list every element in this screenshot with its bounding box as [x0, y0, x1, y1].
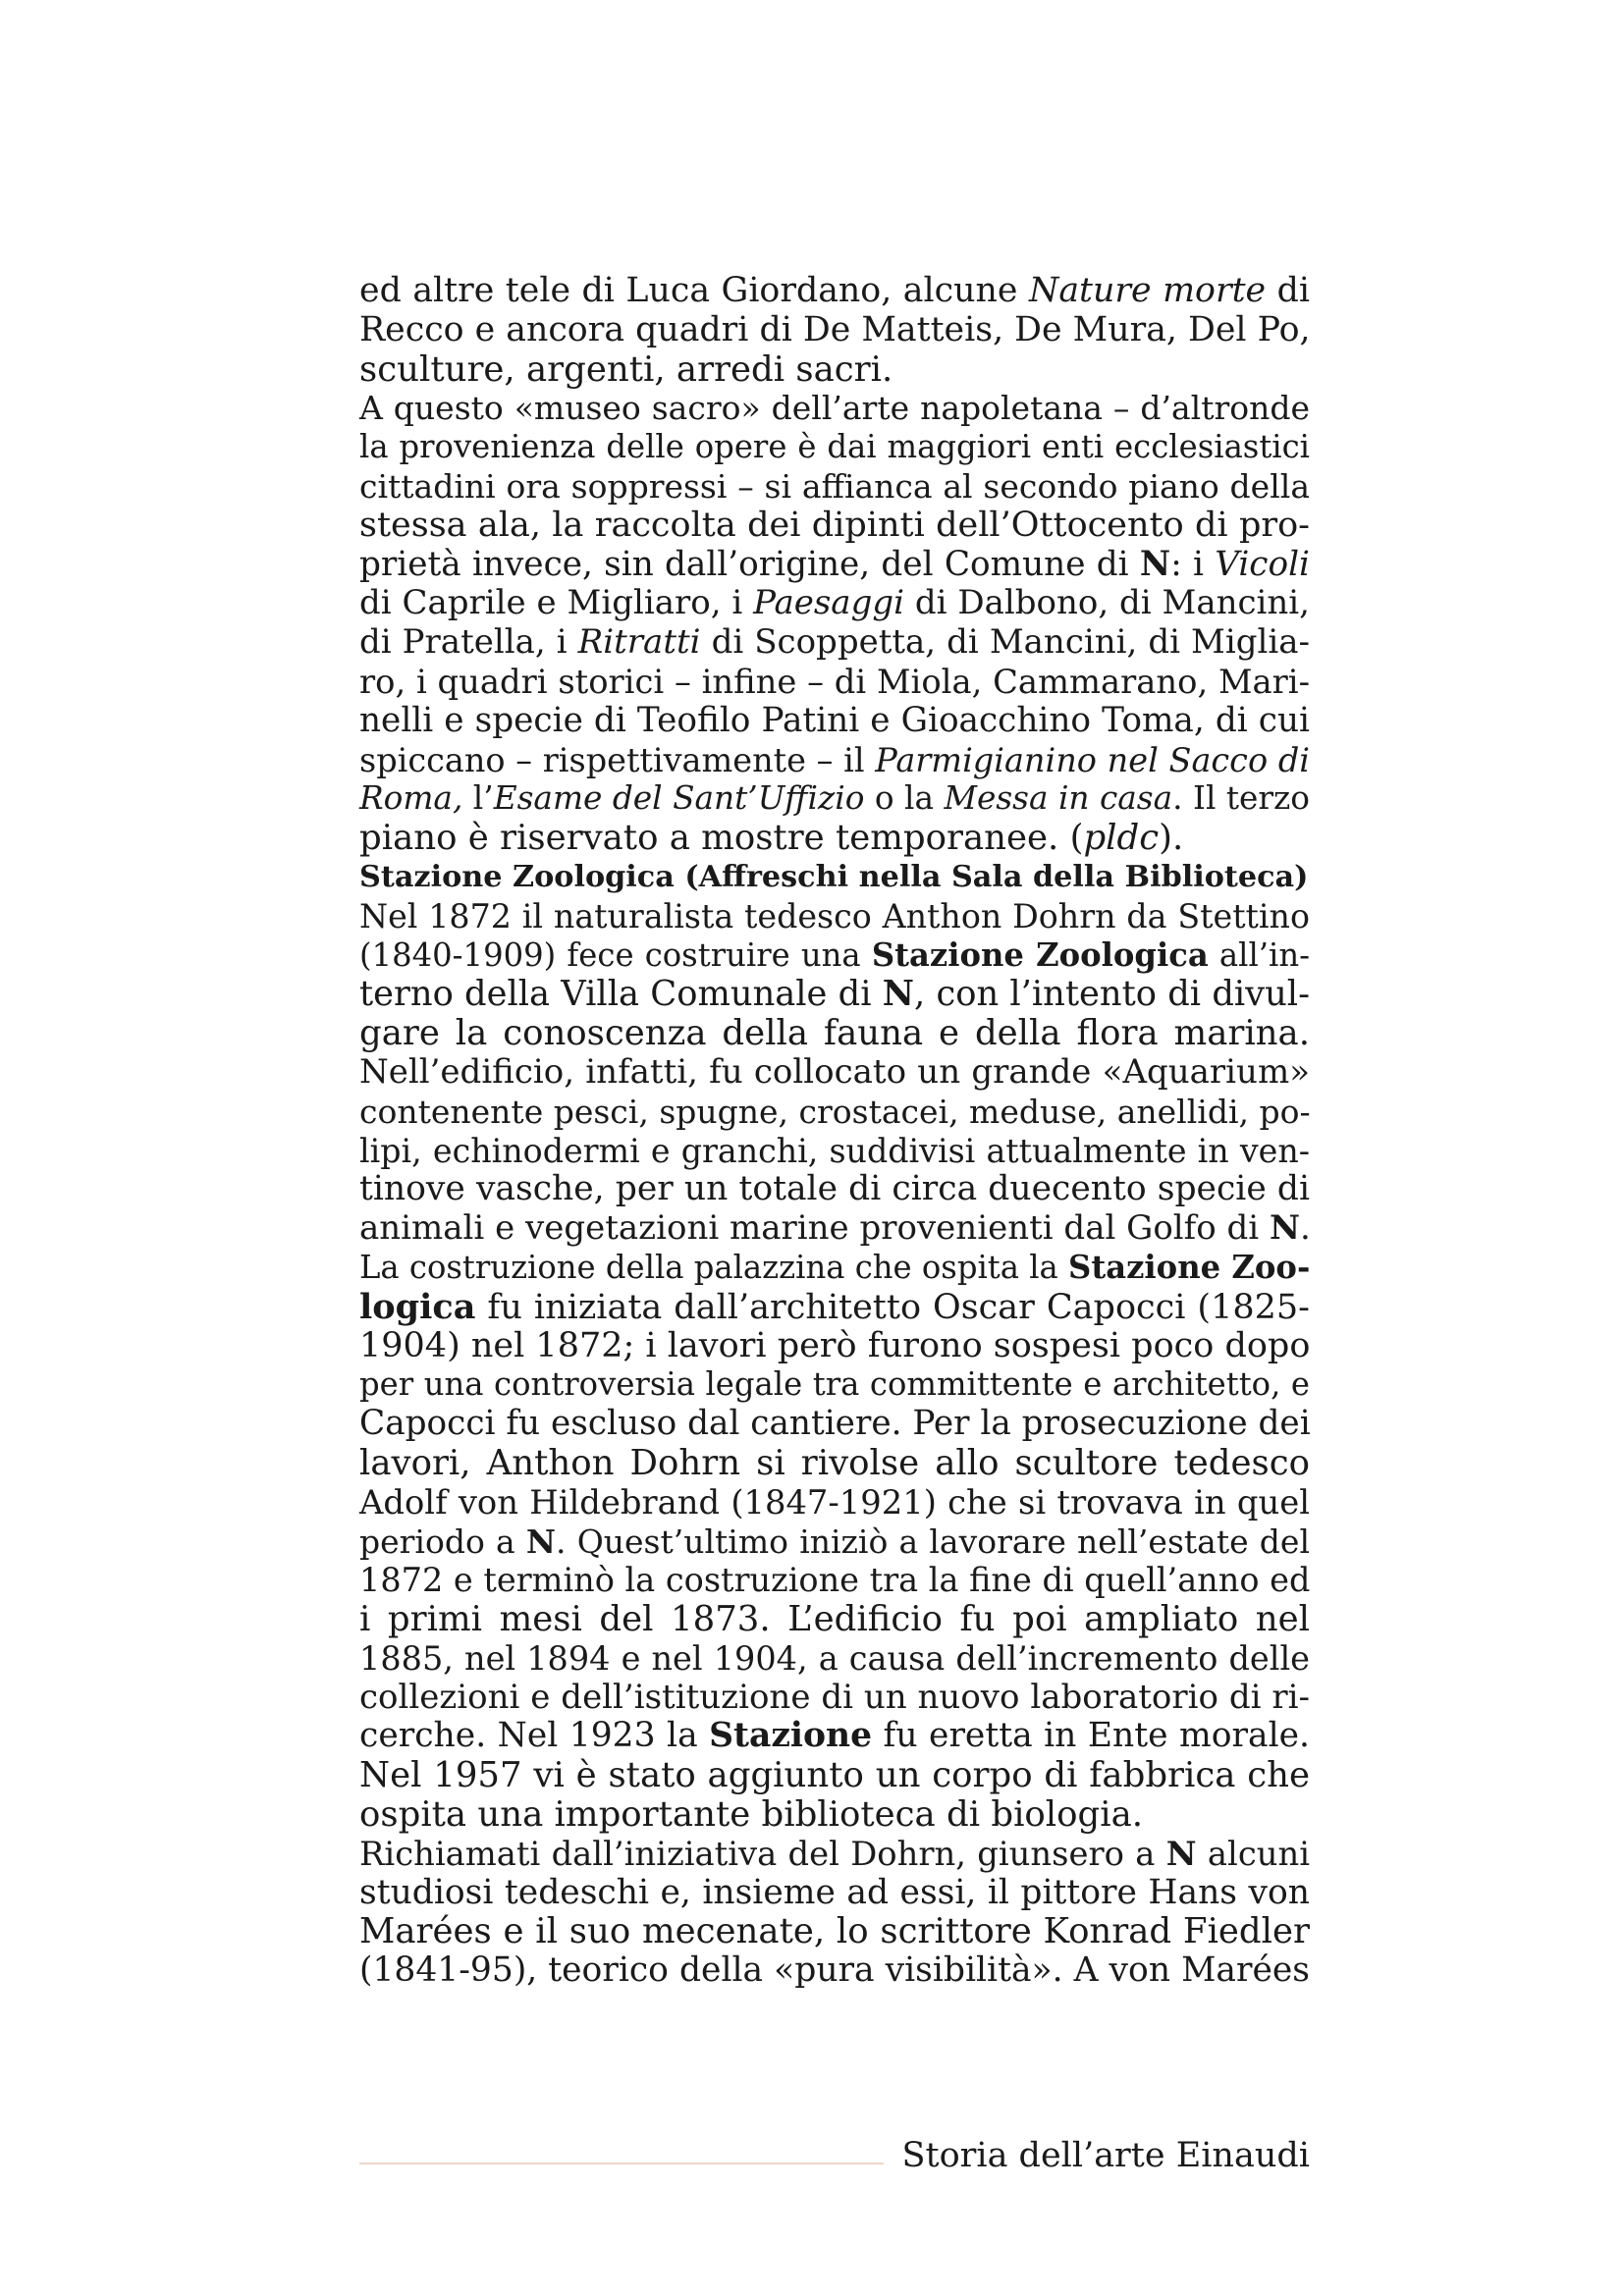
text-run: Richiamati dall’iniziativa del Dohrn, giunsero a	[359, 1834, 1166, 1873]
italic-text: Roma,	[359, 779, 463, 818]
text-run: Nel 1957 vi è stato aggiunto un corpo di fabbrica che	[359, 1755, 1310, 1796]
text-line	[359, 584, 1310, 623]
text-run: di Pratella, i	[359, 622, 578, 663]
text-run: Nell’edificio, infatti, fu collocato un grande «Aquarium»	[359, 1051, 1310, 1092]
text-line	[359, 1600, 1310, 1639]
text-run: La costruzione della palazzina che ospita la	[359, 1248, 1069, 1286]
text-line	[359, 1912, 1310, 1951]
text-run: cittadini ora soppressi – si affianca al secondo piano della	[359, 466, 1310, 506]
bold-text: logica	[359, 1286, 476, 1327]
text-run: ed altre tele di Luca Giordano, alcune	[359, 271, 1029, 310]
text-line	[359, 1679, 1310, 1718]
text-line	[359, 1053, 1310, 1093]
text-line	[359, 389, 1310, 428]
text-run: . Quest’ultimo iniziò a lavorare nell’estate del	[556, 1522, 1310, 1561]
text-run: per una controversia legale tra committente e architetto, e	[359, 1365, 1310, 1404]
italic-text: Vicoli	[1215, 544, 1310, 584]
text-line	[359, 779, 1310, 819]
text-run: lavori, Anthon Dohrn si rivolse allo scultore tedesco	[359, 1442, 1310, 1483]
text-run: collezioni e dell’istituzione di un nuovo laboratorio di ri-	[359, 1677, 1310, 1717]
text-line	[359, 975, 1310, 1014]
text-run: terno della Villa Comunale di	[359, 974, 883, 1015]
text-run: spiccano – rispettivamente – il	[359, 740, 876, 779]
italic-text: Parmigianino nel Sacco di	[875, 740, 1310, 779]
italic-text: pldc	[1083, 818, 1160, 859]
text-run: cerche. Nel 1923 la	[359, 1716, 710, 1756]
text-run: : i	[1170, 544, 1216, 584]
text-line	[359, 936, 1310, 976]
text-line	[359, 702, 1310, 741]
text-run: tinove vasche, per un totale di circa duecento specie di	[359, 1169, 1310, 1209]
text-run: di Caprile e Migliaro, i	[359, 583, 754, 623]
text-line	[359, 507, 1310, 546]
text-line	[359, 819, 1310, 858]
italic-text: Nature morte	[1028, 271, 1267, 310]
bold-text: Stazione Zoologica (Affreschi nella Sala della Biblioteca)	[359, 859, 1309, 894]
text-line	[359, 311, 1310, 350]
text-run: Nel 1872 il naturalista tedesco Anthon Dohrn da Stettino	[359, 896, 1310, 935]
text-run: prietà invece, sin dall’origine, del Comune di	[359, 544, 1140, 584]
italic-text: Messa in casa	[944, 779, 1173, 818]
text-line	[359, 1170, 1310, 1209]
text-line	[359, 1288, 1310, 1327]
text-line	[359, 1639, 1310, 1679]
text-run: ospita una importante biblioteca di biologia.	[359, 1794, 1144, 1836]
text-run: la provenienza delle opere è dai maggiori enti ecclesiastici	[359, 428, 1310, 466]
text-line	[359, 623, 1310, 663]
text-run: 1885, nel 1894 e nel 1904, a causa dell’incremento delle	[359, 1638, 1310, 1678]
text-run: o la	[864, 779, 945, 818]
italic-text: Esame del Sant’Uffizio	[493, 779, 865, 818]
text-run: lipi, echinodermi e granchi, suddivisi attualmente in ven-	[359, 1131, 1310, 1170]
text-run: fu iniziata dall’architetto Oscar Capocci (1825-	[475, 1287, 1310, 1327]
text-run: sculture, argenti, arredi sacri.	[359, 348, 893, 390]
text-line	[359, 1405, 1310, 1444]
text-run: i primi mesi del 1873. L’edificio fu poi ampliato nel	[359, 1599, 1310, 1640]
text-line	[359, 1561, 1310, 1600]
text-run: , con l’intento di divul-	[914, 974, 1310, 1015]
text-line	[359, 897, 1310, 936]
text-run: .	[1300, 1208, 1311, 1249]
text-run: gare la conoscenza della fauna e della flora marina.	[359, 1013, 1310, 1054]
text-line	[359, 1093, 1310, 1132]
text-run: stessa ala, la raccolta dei dipinti dell’Ottocento di pro-	[359, 505, 1310, 545]
bold-text: N	[882, 974, 915, 1015]
text-line	[359, 1795, 1310, 1835]
text-run: Recco e ancora quadri di De Matteis, De Mura, Del Po,	[359, 309, 1311, 349]
text-line	[359, 1951, 1310, 1991]
text-line	[359, 741, 1310, 780]
text-run: di Scoppetta, di Mancini, di Miglia-	[700, 622, 1310, 663]
bold-text: Stazione	[709, 1716, 873, 1756]
text-run: 1872 e terminò la costruzione tra la fine di quell’anno ed	[359, 1561, 1311, 1600]
text-line	[359, 1132, 1310, 1171]
bold-text: Stazione Zoo-	[1068, 1248, 1311, 1286]
text-line	[359, 663, 1310, 702]
text-run: ro, i quadri storici – infine – di Miola, Cammarano, Mari-	[359, 662, 1310, 701]
text-run: 1904) nel 1872; i lavori però furono sospesi poco dopo	[359, 1325, 1311, 1365]
text-run: animali e vegetazioni marine provenienti dal Golfo di	[359, 1208, 1270, 1249]
text-run: di	[1266, 271, 1310, 310]
footer-title: Storia dell’arte Einaudi	[901, 2136, 1310, 2175]
bold-text: N	[1139, 544, 1171, 584]
text-line	[359, 1522, 1310, 1562]
text-line	[359, 350, 1310, 390]
text-line	[359, 1014, 1310, 1053]
text-line	[359, 1327, 1310, 1366]
body-text	[359, 272, 1310, 1991]
text-line	[359, 428, 1310, 467]
text-line	[359, 1835, 1310, 1874]
text-line	[359, 1365, 1310, 1405]
text-line	[359, 1756, 1310, 1795]
bold-text: N	[525, 1522, 557, 1561]
bold-text: N	[1269, 1208, 1301, 1249]
text-run: ).	[1159, 818, 1184, 859]
bold-text: N	[1165, 1833, 1197, 1873]
text-line	[359, 546, 1310, 585]
text-line	[359, 1249, 1310, 1288]
text-run: fu eretta in Ente morale.	[872, 1716, 1310, 1756]
text-run: piano è riservato a mostre temporanee. (	[359, 818, 1084, 859]
text-run: all’in-	[1208, 935, 1311, 974]
text-run: (1841-95), teorico della «pura visibilità». A von Marées	[359, 1950, 1310, 1991]
text-run: nelli e specie di Teofilo Patini e Gioacchino Toma, di cui	[359, 700, 1310, 740]
text-run: . Il terzo	[1172, 779, 1311, 818]
text-run: Capocci fu escluso dal cantiere. Per la prosecuzione dei	[359, 1404, 1311, 1444]
text-run: alcuni	[1196, 1834, 1310, 1873]
text-run: Adolf von Hildebrand (1847-1921) che si trovava in quel	[359, 1482, 1310, 1522]
text-line	[359, 1874, 1310, 1913]
text-run: periodo a	[359, 1522, 526, 1561]
text-line	[359, 1444, 1310, 1483]
text-run: l’	[462, 779, 494, 818]
text-line	[359, 858, 1310, 897]
text-run: Marées e il suo mecenate, lo scrittore Konrad Fiedler	[359, 1911, 1310, 1952]
text-run: (1840-1909) fece costruire una	[359, 935, 872, 974]
text-run: di Dalbono, di Mancini,	[903, 583, 1310, 623]
text-line	[359, 1717, 1310, 1756]
footer-rule	[359, 2163, 884, 2164]
text-run: contenente pesci, spugne, crostacei, meduse, anellidi, po-	[359, 1092, 1311, 1131]
text-line	[359, 1209, 1310, 1249]
italic-text: Paesaggi	[753, 583, 904, 623]
text-line	[359, 272, 1310, 311]
text-run: A questo «museo sacro» dell’arte napoletana – d’altronde	[359, 389, 1310, 428]
text-line	[359, 467, 1310, 507]
bold-text: Stazione Zoologica	[871, 935, 1209, 974]
text-run: studiosi tedeschi e, insieme ad essi, il pittore Hans von	[359, 1872, 1310, 1912]
italic-text: Ritratti	[577, 622, 701, 663]
text-line	[359, 1483, 1310, 1522]
